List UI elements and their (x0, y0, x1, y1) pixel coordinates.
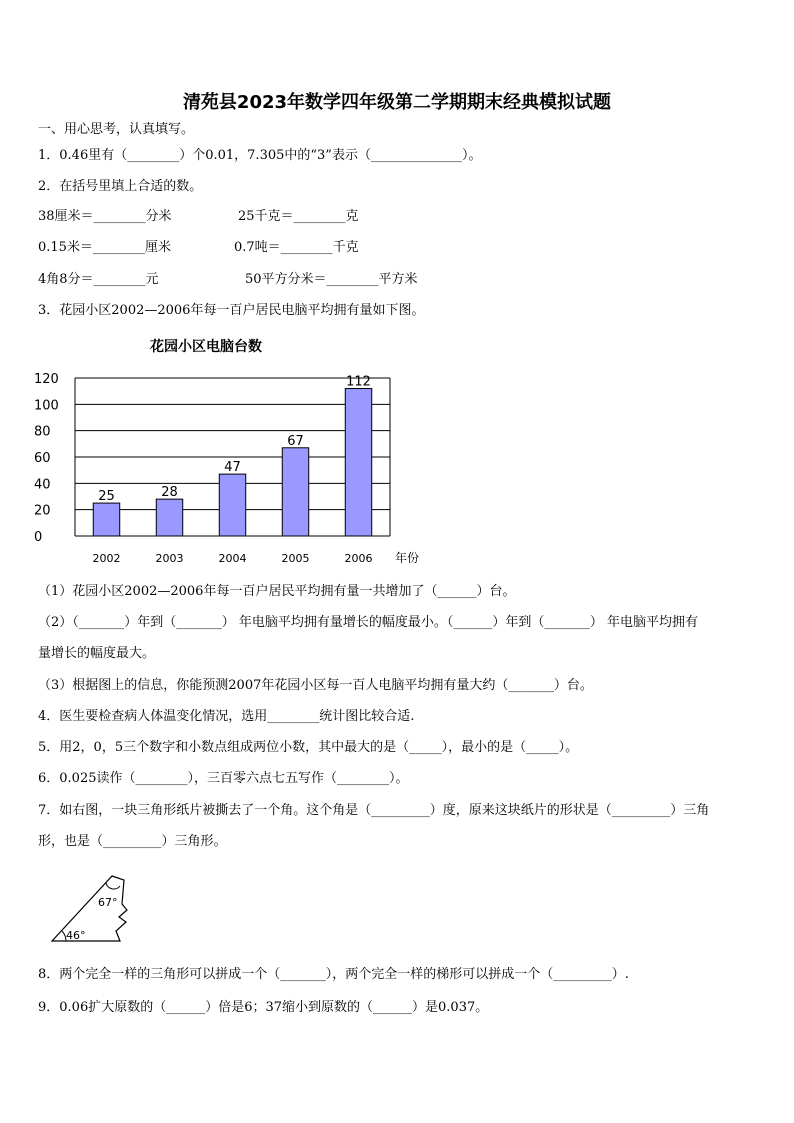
chart-title: 花园小区电脑台数 (150, 339, 262, 355)
y-tick-label: 120 (34, 372, 59, 387)
x-tick-label: 2006 (344, 552, 373, 565)
question-8: 8．两个完全一样的三角形可以拼成一个（_______），两个完全一样的梯形可以拼成一个（_________）. (38, 967, 629, 982)
question-3-2-cont: 量增长的幅度最大。 (38, 646, 156, 661)
x-tick-label: 2004 (218, 552, 247, 565)
q2-item: 50平方分米＝________平方米 (245, 272, 418, 287)
y-tick-label: 80 (34, 424, 51, 440)
section-heading: 一、用心思考，认真填写。 (38, 122, 195, 137)
x-tick-label: 2002 (92, 552, 121, 565)
bar (156, 499, 182, 536)
q2-item: 4角8分＝________元 (38, 272, 159, 287)
question-7-cont: 形，也是（_________）三角形。 (38, 834, 227, 849)
question-2: 2．在括号里填上合适的数。 (38, 179, 203, 194)
y-tick-label: 60 (34, 451, 51, 466)
q2-item: 0.7吨＝________千克 (234, 240, 359, 255)
y-tick-label: 40 (34, 477, 51, 493)
angle-46-label: 46° (66, 929, 86, 942)
bar-value-label: 112 (346, 374, 371, 390)
torn-triangle-figure (48, 868, 138, 946)
bar-value-label: 28 (161, 485, 178, 501)
question-5: 5．用2，0，5三个数字和小数点组成两位小数，其中最大的是（_____），最小的是（_____）。 (38, 740, 579, 755)
question-1: 1．0.46里有（________）个0.01，7.305中的“3”表示（______________）。 (38, 148, 482, 163)
x-tick-label: 2003 (155, 552, 184, 565)
bar-value-label: 25 (98, 489, 115, 505)
angle-67-label: 67° (98, 896, 118, 909)
question-7: 7．如右图，一块三角形纸片被撕去了一个角。这个角是（_________）度，原来这块纸片的形状是（_________）三角 (38, 803, 710, 818)
bar (345, 389, 371, 536)
bar-value-label: 47 (224, 460, 241, 476)
q2-item: 38厘米＝________分米 (38, 209, 172, 224)
question-3-2: （2）（_______）年到（_______） 年电脑平均拥有量增长的幅度最小。（______）年到（_______） 年电脑平均拥有 (38, 615, 699, 630)
question-3-3: （3）根据图上的信息，你能预测2007年花园小区每一百人电脑平均拥有量大约（_______）台。 (38, 678, 593, 693)
q2-item: 25千克＝________克 (238, 209, 359, 224)
question-4: 4．医生要检查病人体温变化情况，选用________统计图比较合适. (38, 709, 415, 724)
y-tick-label: 20 (34, 503, 51, 519)
bar (219, 474, 245, 536)
bar (93, 503, 119, 536)
question-3-1: （1）花园小区2002—2006年每一百户居民平均拥有量一共增加了（______）台。 (38, 584, 516, 599)
bar (282, 448, 308, 536)
y-tick-label: 100 (34, 398, 59, 414)
q2-item: 0.15米＝________厘米 (38, 240, 171, 255)
x-axis-label: 年份 (395, 551, 420, 565)
y-tick-label: 0 (34, 530, 43, 545)
question-6: 6．0.025读作（________），三百零六点七五写作（________）。 (38, 771, 409, 786)
bar-chart (30, 366, 450, 576)
x-tick-label: 2005 (281, 552, 310, 565)
question-9: 9．0.06扩大原数的（______）倍是6；37缩小到原数的（______）是0.037。 (38, 1000, 489, 1015)
page-title: 清苑县2023年数学四年级第二学期期末经典模拟试题 (182, 92, 612, 113)
question-3: 3．花园小区2002—2006年每一百户居民电脑平均拥有量如下图。 (38, 303, 425, 318)
bar-value-label: 67 (287, 433, 304, 449)
